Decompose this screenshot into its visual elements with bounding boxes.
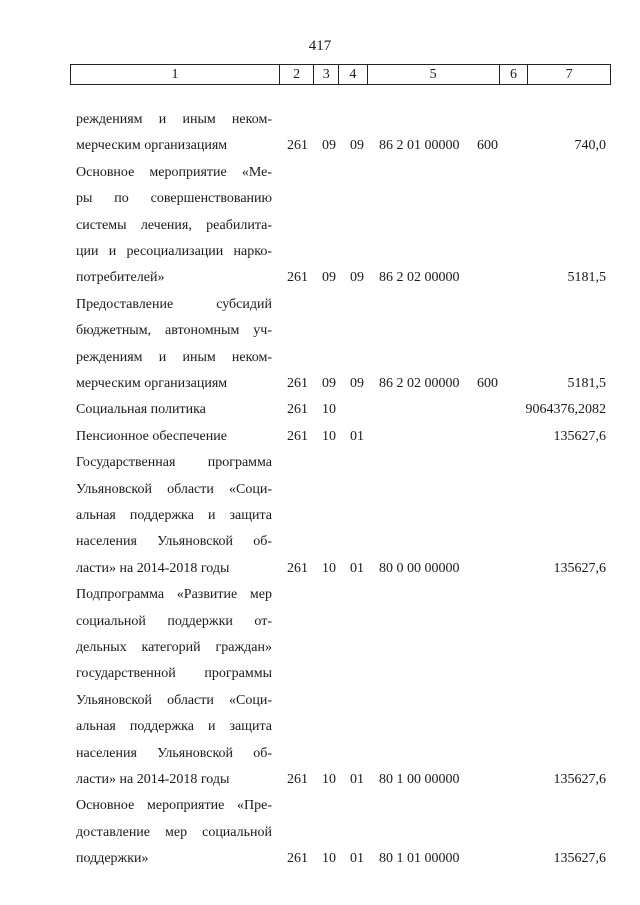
column-header-5: 5 <box>368 65 500 84</box>
cell-col-1: государственной программы <box>76 666 272 682</box>
table-row <box>0 160 640 186</box>
column-header-4: 4 <box>339 65 368 84</box>
cell-col-1: Основное мероприятие «Ме- <box>76 164 272 180</box>
table-row <box>0 133 640 159</box>
cell-col-1: доставление мер социальной <box>76 824 272 840</box>
cell-col-5: 80 1 01 00000 <box>379 851 460 867</box>
table-row <box>0 793 640 819</box>
cell-col-7: 5181,5 <box>567 270 606 286</box>
cell-col-4: 01 <box>350 560 364 576</box>
cell-col-2: 261 <box>287 376 308 391</box>
table-row <box>0 450 640 476</box>
cell-col-5: 80 1 00 00000 <box>379 772 460 787</box>
cell-col-7: 135627,6 <box>553 772 606 787</box>
cell-col-1: ции и ресоциализации нарко- <box>76 244 272 259</box>
table-row <box>0 661 640 687</box>
cell-col-3: 10 <box>322 851 336 867</box>
cell-col-3: 10 <box>322 560 336 576</box>
cell-col-1: Основное мероприятие «Пре- <box>76 798 272 814</box>
table-row <box>0 265 640 291</box>
cell-col-1: Подпрограмма «Развитие мер <box>76 587 272 603</box>
table-row <box>0 714 640 740</box>
cell-col-2: 261 <box>287 138 308 154</box>
cell-col-3: 09 <box>322 270 336 286</box>
cell-col-1: ры по совершенствованию <box>76 191 272 207</box>
table-row <box>0 345 640 371</box>
cell-col-4: 09 <box>350 376 364 391</box>
cell-col-1: реждениям и иным неком- <box>76 112 272 127</box>
table-row <box>0 846 640 872</box>
cell-col-1: Государственная программа <box>76 455 272 471</box>
cell-col-7: 135627,6 <box>553 851 606 867</box>
table-row <box>0 635 640 661</box>
column-header-2: 2 <box>280 65 315 84</box>
cell-col-7: 9064376,2082 <box>525 402 606 418</box>
cell-col-7: 740,0 <box>574 138 606 154</box>
cell-col-1: дельных категорий граждан» <box>76 640 272 655</box>
table-row <box>0 503 640 529</box>
column-header-7: 7 <box>565 66 573 82</box>
cell-col-1: мерческим организациям <box>76 376 228 391</box>
cell-col-2: 261 <box>287 851 308 867</box>
cell-col-1: ласти» на 2014-2018 годы <box>76 560 230 576</box>
cell-col-2: 261 <box>287 560 308 576</box>
cell-col-5: 80 0 00 00000 <box>379 560 460 576</box>
table-row <box>0 582 640 608</box>
table-row <box>0 688 640 714</box>
cell-col-6: 600 <box>477 376 498 391</box>
column-header-6: 6 <box>500 65 529 84</box>
cell-col-5: 86 2 02 00000 <box>379 376 460 391</box>
cell-col-5: 86 2 01 00000 <box>379 138 460 154</box>
table-row <box>0 397 640 423</box>
page-number: 417 <box>308 38 332 54</box>
cell-col-1: социальной поддержки от- <box>76 613 272 629</box>
cell-col-5: 86 2 02 00000 <box>379 270 460 286</box>
table-row <box>0 292 640 318</box>
cell-col-1: населения Ульяновской об- <box>76 745 272 761</box>
cell-col-7: 135627,6 <box>553 428 606 444</box>
table-row <box>0 767 640 793</box>
cell-col-4: 09 <box>350 138 364 154</box>
cell-col-3: 09 <box>322 376 336 391</box>
cell-col-1: населения Ульяновской об- <box>76 534 272 550</box>
cell-col-3: 09 <box>322 138 336 154</box>
table-row <box>0 186 640 212</box>
table-header <box>70 64 611 85</box>
cell-col-3: 10 <box>322 772 336 787</box>
table-row <box>0 213 640 239</box>
cell-col-1: системы лечения, реабилита- <box>76 217 272 233</box>
cell-col-1: ласти» на 2014-2018 годы <box>76 772 230 787</box>
cell-col-1: Социальная политика <box>76 402 206 418</box>
cell-col-1: мерческим организациям <box>76 138 228 154</box>
cell-col-2: 261 <box>287 428 308 444</box>
cell-col-1: альная поддержка и защита <box>76 719 272 735</box>
column-header-3: 3 <box>314 65 339 84</box>
cell-col-2: 261 <box>287 772 308 787</box>
table-row <box>0 107 640 133</box>
table-row <box>0 529 640 555</box>
table-row <box>0 609 640 635</box>
cell-col-7: 5181,5 <box>567 376 606 391</box>
cell-col-1: бюджетным, автономным уч- <box>76 323 272 339</box>
table-row <box>0 239 640 265</box>
table-row <box>0 477 640 503</box>
cell-col-1: реждениям и иным неком- <box>76 349 272 365</box>
cell-col-3: 10 <box>322 402 336 418</box>
table-row <box>0 820 640 846</box>
table-row <box>0 741 640 767</box>
cell-col-1: Пенсионное обеспечение <box>76 428 227 444</box>
cell-col-1: альная поддержка и защита <box>76 508 272 523</box>
cell-col-1: потребителей» <box>76 270 165 286</box>
cell-col-1: Предоставление субсидий <box>76 296 272 312</box>
cell-col-1: Ульяновской области «Соци- <box>76 692 272 708</box>
column-header-1: 1 <box>71 65 280 84</box>
cell-col-4: 01 <box>350 851 364 867</box>
cell-col-4: 01 <box>350 428 364 444</box>
cell-col-1: Ульяновской области «Соци- <box>76 481 272 497</box>
table-row <box>0 424 640 450</box>
table-row <box>0 318 640 344</box>
cell-col-4: 09 <box>350 270 364 286</box>
table-row <box>0 371 640 397</box>
cell-col-1: поддержки» <box>76 851 149 867</box>
table-row <box>0 556 640 582</box>
cell-col-3: 10 <box>322 428 336 444</box>
cell-col-6: 600 <box>477 138 498 154</box>
cell-col-4: 01 <box>350 772 364 787</box>
cell-col-2: 261 <box>287 402 308 418</box>
cell-col-7: 135627,6 <box>553 560 606 576</box>
cell-col-2: 261 <box>287 270 308 286</box>
